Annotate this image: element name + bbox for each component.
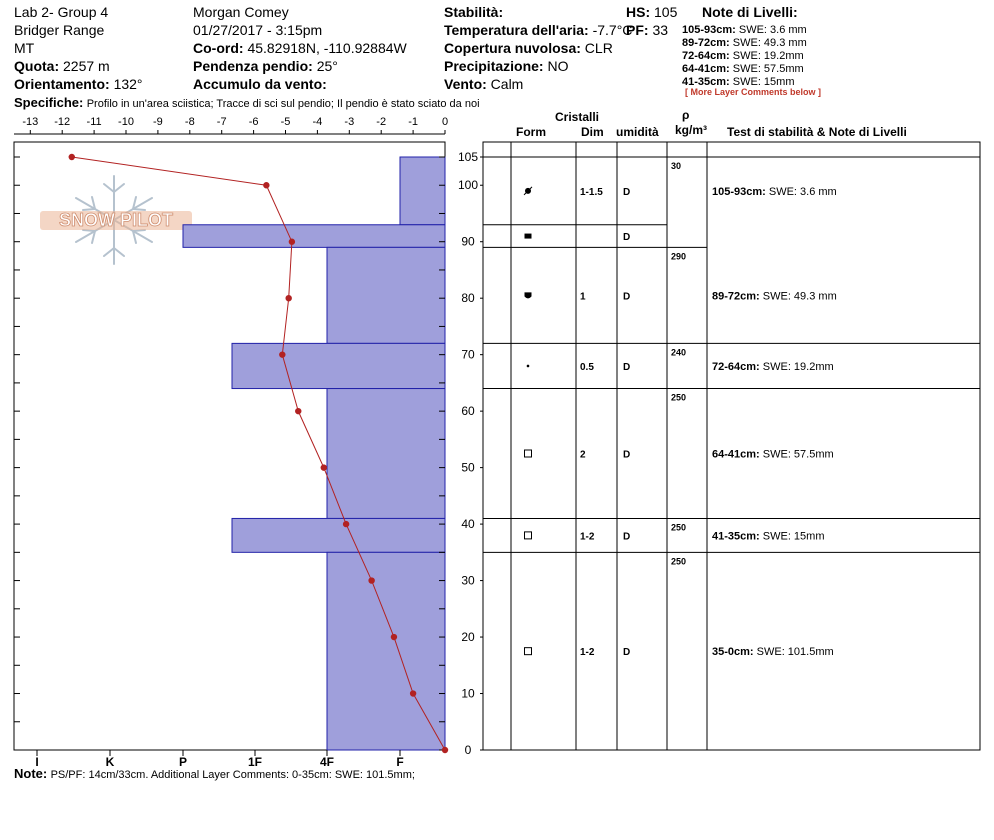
layer-note-text: SWE: 3.6 mm: [738, 24, 807, 36]
hardness-tick-label: I: [35, 755, 39, 769]
layer-note-cell-range: 64-41cm:: [712, 448, 763, 461]
hs-label: HS:: [626, 4, 651, 20]
temperature-point: [321, 464, 327, 470]
crystal-size: 1-1.5: [580, 186, 603, 198]
moisture-value: D: [623, 361, 631, 373]
height-tick-label: 80: [461, 291, 475, 306]
layer-note-text: SWE: 19.2mm: [732, 50, 804, 62]
moisture-value: D: [623, 186, 631, 198]
aspect-value: 132°: [113, 76, 143, 92]
hs-value: 105: [654, 4, 678, 20]
specifics-value: Profilo in un'area sciistica; Tracce di sci sul pendio; Il pendio è stato sciato da noi: [86, 98, 480, 110]
temperature-point: [285, 295, 291, 301]
note-label: Note:: [14, 766, 48, 781]
layer-note-cell-range: 89-72cm:: [712, 290, 763, 303]
temperature-point: [368, 577, 374, 583]
temp-tick-label: -4: [312, 116, 323, 128]
layer-note-text: SWE: 49.3 mm: [732, 37, 807, 49]
layer-note-cell: [712, 646, 834, 658]
layer-note-cell-range: 105-93cm:: [712, 185, 769, 198]
more-comments-note: [ More Layer Comments below ]: [685, 87, 822, 97]
coord-label: Co-ord:: [193, 40, 244, 56]
form-symbol-icon: [525, 532, 532, 539]
density-value: 250: [671, 556, 687, 567]
pf-label: PF:: [626, 22, 649, 38]
temp-tick-label: -2: [376, 116, 387, 128]
temperature-point: [289, 239, 295, 245]
hardness-bar: [327, 552, 445, 750]
hardness-bar: [232, 518, 445, 552]
layer-note-cell: [712, 449, 834, 461]
layer-note-text: SWE: 57.5mm: [732, 63, 804, 75]
temp-tick-label: -11: [86, 116, 102, 128]
hardness-tick-label: F: [396, 755, 404, 769]
layer-note-cell-range: 41-35cm:: [712, 530, 763, 543]
layer-note-cell-text: SWE: 3.6 mm: [768, 185, 837, 198]
hardness-tick-label: P: [178, 755, 188, 769]
temperature-point: [391, 634, 397, 640]
hardness-bar: [327, 247, 445, 343]
crystal-size: 1-2: [580, 531, 595, 543]
snowflake-logo: [40, 176, 192, 264]
layer-note-cell-range: 35-0cm:: [712, 646, 757, 659]
temp-tick-label: -7: [216, 116, 227, 128]
coord-value: 45.82918N, -110.92884W: [247, 40, 407, 56]
table-frame: [483, 142, 980, 750]
density-value: 250: [671, 522, 687, 533]
temp-tick-label: -1: [408, 116, 418, 128]
moisture-value: D: [623, 449, 631, 461]
air-temp-label: Temperatura dell'aria:: [444, 22, 589, 38]
layer-note-cell: [712, 186, 837, 198]
aspect-label: Orientamento:: [14, 76, 110, 92]
density-value: 250: [671, 392, 687, 403]
temperature-point: [263, 182, 269, 188]
height-tick-label: 0: [464, 743, 472, 757]
pf-value: 33: [652, 22, 669, 38]
temp-tick-label: -13: [22, 116, 39, 128]
form-symbol-icon: [525, 450, 532, 457]
height-tick-label: 60: [461, 404, 475, 419]
height-tick-label: 70: [461, 347, 475, 362]
temp-tick-label: -9: [153, 116, 163, 128]
height-tick-label: 40: [461, 517, 475, 532]
layer-note-cell-text: SWE: 15mm: [762, 530, 825, 543]
layer-note-range: 72-64cm:: [682, 50, 733, 62]
wind-label: Vento:: [444, 76, 487, 92]
note-text: PS/PF: 14cm/33cm. Additional Layer Comments: 0-35cm: SWE: 101.5mm;: [50, 769, 415, 781]
form-symbol-icon: [525, 234, 532, 239]
height-tick-label: 90: [461, 234, 475, 249]
hardness-bar: [400, 157, 445, 225]
layer-note-text: SWE: 15mm: [732, 76, 795, 88]
hardness-bar: [327, 389, 445, 519]
layer-note-cell-text: SWE: 49.3 mm: [762, 290, 837, 303]
layer-note-cell: [712, 361, 834, 373]
layer-note-cell-text: SWE: 19.2mm: [762, 360, 834, 373]
logo-text: SNOW PILOT: [59, 210, 173, 230]
tests-header: Test di stabilità & Note di Livelli: [727, 125, 907, 139]
density-value: 240: [671, 347, 687, 358]
wind-value: Calm: [490, 76, 524, 92]
hardness-tick-label: 1F: [247, 755, 263, 769]
observer-name: Morgan Comey: [193, 4, 289, 20]
layer-note-range: 41-35cm:: [682, 76, 733, 88]
crystal-size: 2: [580, 449, 586, 461]
density-value: 30: [671, 161, 682, 171]
wind-loading-label: Accumulo da vento:: [193, 76, 327, 92]
density-value: 290: [671, 251, 687, 262]
temp-tick-label: -5: [280, 116, 291, 128]
temp-tick-label: -10: [118, 116, 134, 128]
stability-label: Stabilità:: [444, 4, 504, 20]
density-symbol: ρ: [682, 108, 690, 122]
form-symbol-icon: [527, 365, 530, 368]
hardness-bar: [232, 343, 445, 388]
layer-note-cell-text: SWE: 57.5mm: [762, 448, 834, 461]
form-symbol-icon: [525, 292, 532, 298]
layer-note-cell: [712, 530, 825, 542]
height-tick-label: 20: [461, 630, 475, 645]
layer-note-cell-text: SWE: 101.5mm: [756, 646, 834, 659]
temp-tick-label: -3: [344, 116, 355, 128]
slope-value: 25°: [316, 58, 338, 74]
date-time: 01/27/2017 - 3:15pm: [193, 22, 323, 38]
layer-note-range: 64-41cm:: [682, 63, 733, 75]
crystals-header: Cristalli: [555, 110, 600, 124]
crystal-size: 0.5: [580, 361, 594, 373]
slope-label: Pendenza pendio:: [193, 58, 313, 74]
site-name: Lab 2- Group 4: [14, 4, 109, 20]
form-header: Form: [516, 125, 546, 139]
temp-tick-label: -6: [248, 116, 259, 128]
state-name: MT: [14, 40, 35, 56]
temp-tick-label: -12: [54, 116, 71, 128]
layer-note-range: 105-93cm:: [682, 24, 739, 36]
moisture-value: D: [623, 291, 631, 303]
temperature-point: [410, 690, 416, 696]
temperature-point: [279, 351, 285, 357]
layer-notes-title: Note di Livelli:: [702, 4, 798, 20]
cloud-value: CLR: [584, 40, 613, 56]
moisture-value: D: [623, 647, 631, 659]
temperature-point: [442, 747, 448, 753]
elevation-label: Quota:: [14, 58, 60, 74]
moisture-value: D: [623, 232, 631, 244]
hardness-tick-label: 4F: [319, 755, 335, 769]
height-tick-label: 50: [461, 460, 475, 475]
form-symbol-icon: [525, 648, 532, 655]
range-name: Bridger Range: [14, 22, 105, 38]
hardness-bar: [183, 225, 445, 248]
moisture-header: umidità: [616, 125, 659, 139]
crystal-size: 1: [580, 291, 586, 303]
temp-tick-label: 0: [441, 116, 449, 128]
height-tick-label: 105: [457, 150, 479, 164]
temperature-point: [295, 408, 301, 414]
specifics-label: Specifiche:: [14, 95, 84, 110]
height-tick-label: 100: [457, 178, 479, 193]
footer-note: [14, 766, 415, 781]
temperature-point: [69, 154, 75, 160]
dim-header: Dim: [581, 125, 604, 139]
crystal-size: 1-2: [580, 647, 595, 659]
density-unit: kg/m³: [675, 123, 708, 137]
layer-note-cell-range: 72-64cm:: [712, 360, 763, 373]
layer-note-range: 89-72cm:: [682, 37, 733, 49]
elevation-value: 2257 m: [63, 58, 110, 74]
air-temp-value: -7.7°C: [592, 22, 633, 38]
cloud-label: Copertura nuvolosa:: [444, 40, 581, 56]
moisture-value: D: [623, 531, 631, 543]
height-tick-label: 30: [461, 573, 475, 588]
temperature-point: [343, 521, 349, 527]
precip-label: Precipitazione:: [444, 58, 544, 74]
layer-note-cell: [712, 290, 837, 302]
hardness-tick-label: K: [105, 755, 115, 769]
temp-tick-label: -8: [184, 116, 195, 128]
height-tick-label: 10: [461, 686, 475, 701]
precip-value: NO: [547, 58, 569, 74]
